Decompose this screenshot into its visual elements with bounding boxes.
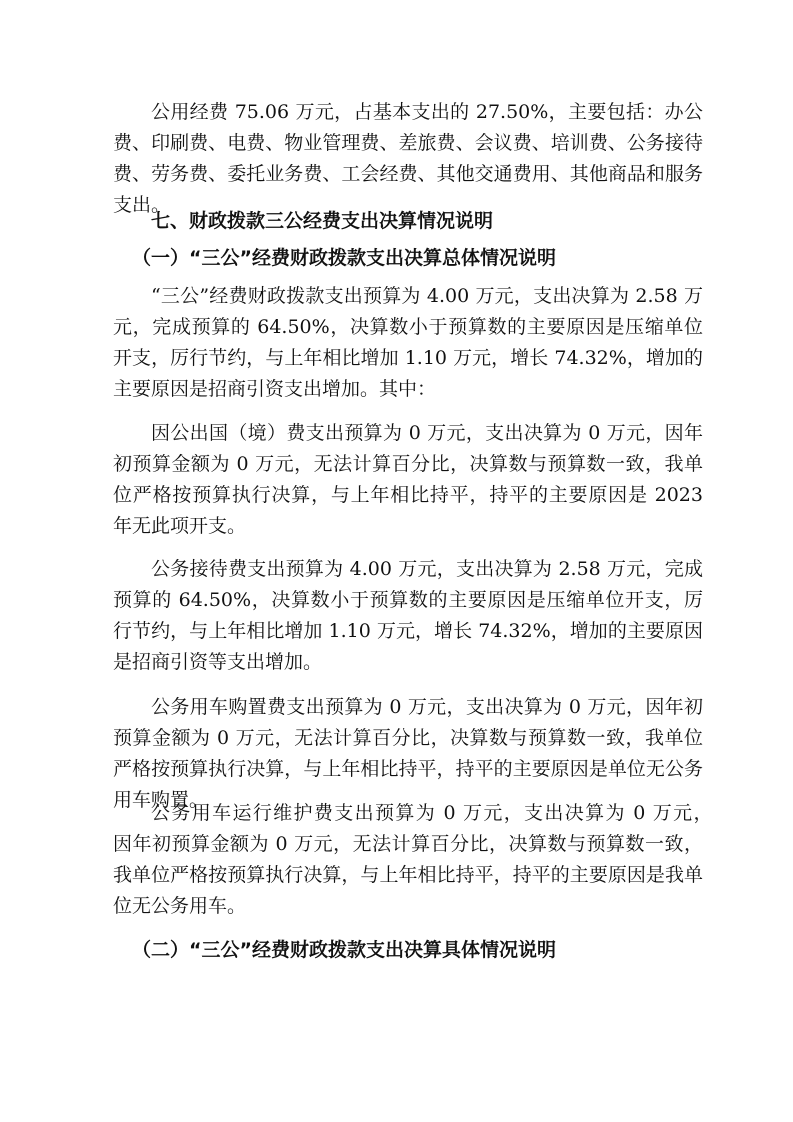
paragraph-official-reception: 公务接待费支出预算为 4.00 万元，支出决算为 2.58 万元，完成预算的 64.50%，决算数小于预算数的主要原因是压缩单位开支，厉行节约，与上年相比增加 1.10 万元，增长 74.32%，增加的主要原因是招商引资等支出增加。	[113, 558, 703, 673]
paragraph-vehicle-purchase: 公务用车购置费支出预算为 0 万元，支出决算为 0 万元，因年初预算金额为 0 万元，无法计算百分比，决算数与预算数一致，我单位严格按预算执行决算，与上年相比持平，持平的主要原因是单位无公务用车购置。	[113, 696, 703, 811]
paragraph-overseas-travel: 因公出国（境）费支出预算为 0 万元，支出决算为 0 万元，因年初预算金额为 0 万元，无法计算百分比，决算数与预算数一致，我单位严格按预算执行决算，与上年相比持平，持平的主要原因是 2023 年无此项开支。	[113, 422, 703, 537]
section-heading-three-public-expenses: 七、财政拨款三公经费支出决算情况说明	[151, 210, 494, 232]
subheading-overall-situation: （一）“三公”经费财政拨款支出决算总体情况说明	[132, 247, 556, 269]
paragraph-vehicle-operation: 公务用车运行维护费支出预算为 0 万元，支出决算为 0 万元， 因年初预算金额为 0 万元，无法计算百分比，决算数与预算数一致，我单位严格按预算执行决算，与上年相比持平，持平的主要原因是我单位无公务用车。	[113, 802, 742, 917]
paragraph-overall: “三公”经费财政拨款支出预算为 4.00 万元，支出决算为 2.58 万元，完成预算的 64.50%，决算数小于预算数的主要原因是压缩单位开支，厉行节约，与上年相比增加 1.10 万元，增长 74.32%，增加的主要原因是招商引资支出增加。其中：	[113, 285, 703, 400]
subheading-specific-situation: （二）“三公”经费财政拨款支出决算具体情况说明	[132, 939, 556, 961]
paragraph-public-funds: 公用经费 75.06 万元，占基本支出的 27.50%，主要包括：办公费、印刷费、电费、物业管理费、差旅费、会议费、培训费、公务接待费、劳务费、委托业务费、工会经费、其他交通费用、其他商品和服务支出。	[113, 101, 703, 216]
